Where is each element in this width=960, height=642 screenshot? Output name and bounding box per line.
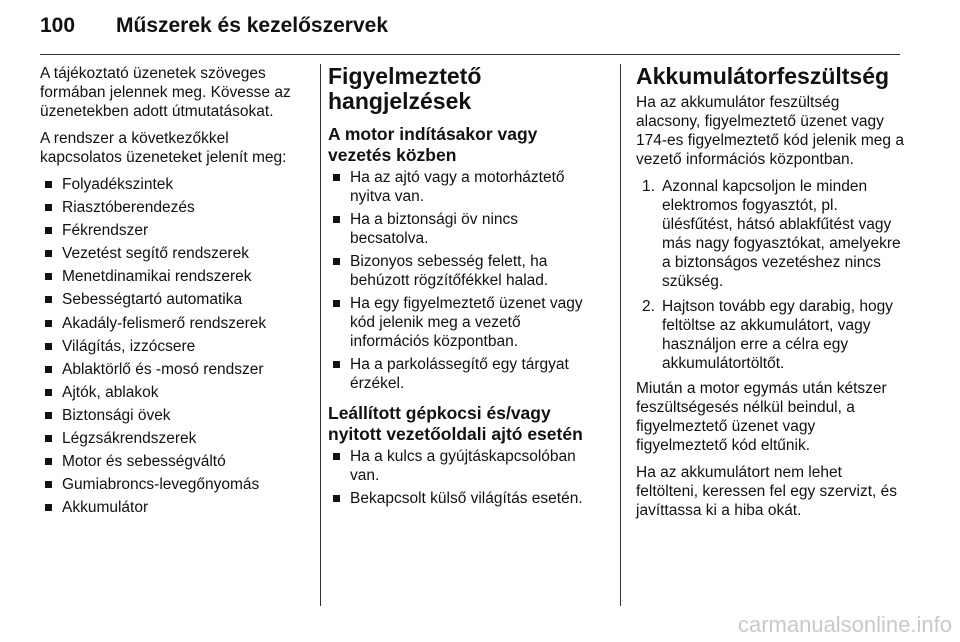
list-item: Biztonsági övek xyxy=(40,406,310,425)
list-item: Vezetést segítő rendszerek xyxy=(40,244,310,263)
column-1 xyxy=(40,64,310,521)
column-divider-1 xyxy=(320,64,321,606)
list-item: Ajtók, ablakok xyxy=(40,383,310,402)
list-item: Ablaktörlő és -mosó rendszer xyxy=(40,360,310,379)
step-item xyxy=(636,177,904,291)
header-rule xyxy=(40,54,900,55)
chime-conditions-list-1 xyxy=(328,168,600,393)
list-item: Légzsákrendszerek xyxy=(40,429,310,448)
list-item: Motor és sebességváltó xyxy=(40,452,310,471)
section-heading-battery-voltage: Akkumulátorfeszültség xyxy=(636,63,890,89)
list-item: Ha a parkolássegítő egy tárgyat érzékel. xyxy=(328,355,600,393)
step-item xyxy=(636,297,904,373)
step-number: 1. xyxy=(642,178,655,195)
subheading-parked-vehicle: Leállított gépkocsi és/vagy nyitott vezetőoldali ajtó esetén xyxy=(328,403,583,444)
list-item: Riasztóberendezés xyxy=(40,198,310,217)
step-number: 2. xyxy=(642,298,655,315)
section-heading-warning-chimes: Figyelmeztető hangjelzések xyxy=(328,63,482,114)
list-item: Sebességtartó automatika xyxy=(40,290,310,309)
list-item: Akadály-felismerő rendszerek xyxy=(40,314,310,333)
column-divider-2 xyxy=(620,64,621,606)
list-item: Gumiabroncs-levegőnyomás xyxy=(40,475,310,494)
list-item: Ha a kulcs a gyújtáskapcsolóban van. xyxy=(328,447,600,485)
step-text: Hajtson tovább egy darabig, hogy feltöltse az akkumulátort, vagy használjon erre a célra egy akkumulátortöltőt. xyxy=(662,298,893,372)
list-item: Fékrendszer xyxy=(40,221,310,240)
battery-steps-list xyxy=(636,177,904,373)
list-item: Akkumulátor xyxy=(40,498,310,517)
list-item: Ha egy figyelmeztető üzenet vagy kód jelenik meg a vezető információs központban. xyxy=(328,294,600,351)
column-3 xyxy=(636,64,904,528)
column-2 xyxy=(328,64,600,512)
subheading-engine-running: A motor indításakor vagy vezetés közben xyxy=(328,124,538,165)
step-text: Azonnal kapcsoljon le minden elektromos fogyasztót, pl. ülésfűtést, hátsó ablakfűtést vagy más nagy fogyasztókat, amelyekre a biztonságos vezetéshez nincs szükség. xyxy=(662,178,901,290)
list-item: Bizonyos sebesség felett, ha behúzott rögzítőfékkel halad. xyxy=(328,252,600,290)
list-item: Bekapcsolt külső világítás esetén. xyxy=(328,489,600,508)
list-item: Világítás, izzócsere xyxy=(40,337,310,356)
list-item: Folyadékszintek xyxy=(40,175,310,194)
chapter-title: Műszerek és kezelőszervek xyxy=(116,14,389,37)
battery-intro: Ha az akkumulátor feszültség alacsony, figyelmeztető üzenet vagy 174-es figyelmeztető kód jelenik meg a vezető információs központban. xyxy=(636,94,904,168)
watermark: carmanualsonline.info xyxy=(737,612,952,637)
list-item: Ha az ajtó vagy a motorháztető nyitva van. xyxy=(328,168,600,206)
battery-paragraph-3: Ha az akkumulátort nem lehet feltölteni, keressen fel egy szervizt, és javíttassa ki a hiba okát. xyxy=(636,464,898,519)
list-item: Ha a biztonsági öv nincs becsatolva. xyxy=(328,210,600,248)
battery-paragraph-2: Miután a motor egymás után kétszer feszültségesés nélkül beindul, a figyelmeztető üzenet vagy figyelmeztető kód eltűnik. xyxy=(636,380,887,454)
intro-paragraph: A tájékoztató üzenetek szöveges formában jelennek meg. Kövesse az üzenetekben adott útmutatásokat. xyxy=(40,65,291,120)
message-category-list xyxy=(40,175,310,517)
lead-paragraph: A rendszer a következőkkel kapcsolatos üzeneteket jelenít meg: xyxy=(40,130,287,166)
page-header xyxy=(40,14,388,48)
list-item: Menetdinamikai rendszerek xyxy=(40,267,310,286)
page-number: 100 xyxy=(40,14,76,37)
chime-conditions-list-2 xyxy=(328,447,600,508)
